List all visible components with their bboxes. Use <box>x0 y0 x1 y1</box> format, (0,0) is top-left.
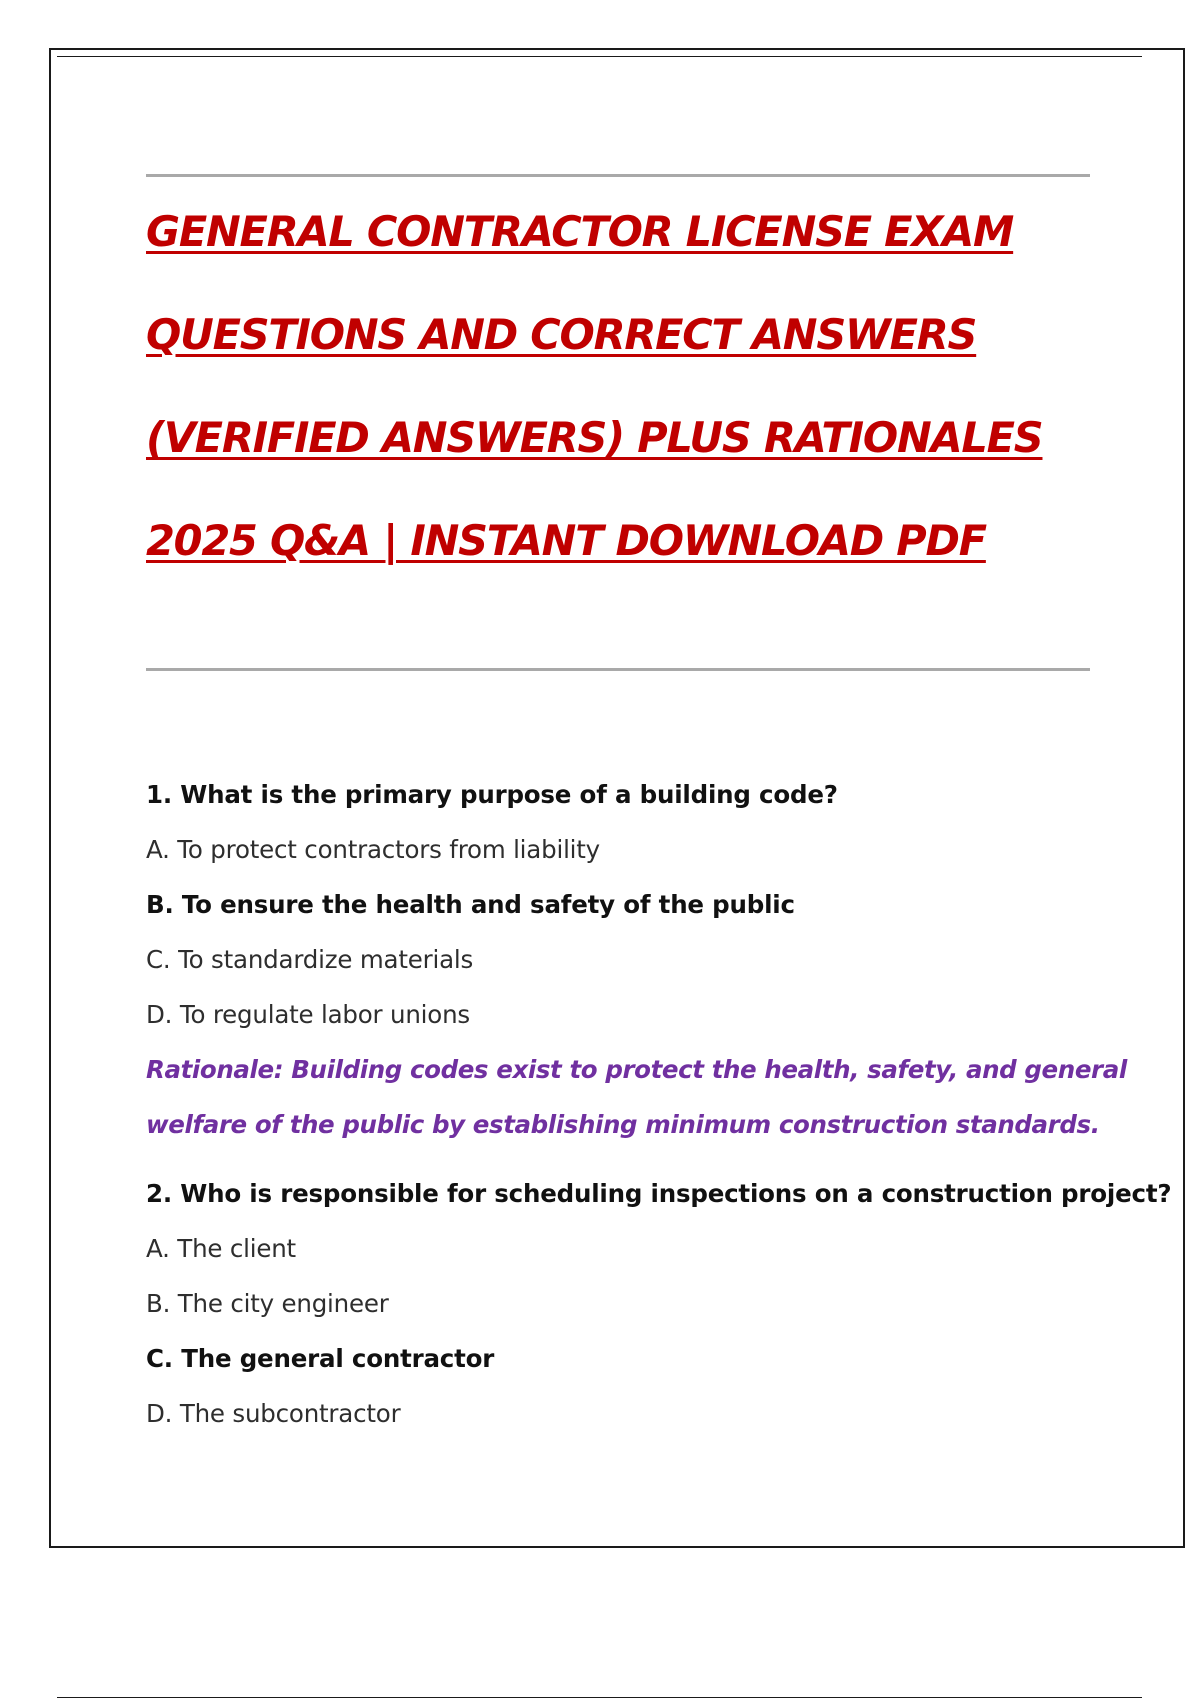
rationale <box>146 1042 1146 1152</box>
title-line-4: 2025 Q&A | INSTANT DOWNLOAD PDF <box>146 516 986 565</box>
title-top-rule <box>146 174 1090 177</box>
answer-option-d: D. To regulate labor unions <box>146 1000 470 1029</box>
answer-option-b-correct: B. To ensure the health and safety of the public <box>146 890 795 919</box>
question-text: 1. What is the primary purpose of a building code? <box>146 780 838 809</box>
rationale-line-1: Rationale: Building codes exist to protect the health, safety, and general <box>146 1055 1127 1084</box>
answer-option-a: A. The client <box>146 1234 296 1263</box>
title-line-2: QUESTIONS AND CORRECT ANSWERS <box>146 310 977 359</box>
document-title <box>146 206 1156 618</box>
question-2 <box>146 1166 1172 1441</box>
questions-section <box>146 767 1172 1441</box>
question-text: 2. Who is responsible for scheduling inspections on a construction project? <box>146 1179 1172 1208</box>
answer-option-c-correct: C. The general contractor <box>146 1344 495 1373</box>
title-line-1: GENERAL CONTRACTOR LICENSE EXAM <box>146 207 1014 256</box>
next-page-top-line <box>57 1697 1142 1698</box>
answer-option-b: B. The city engineer <box>146 1289 389 1318</box>
frame-top-line <box>57 56 1142 57</box>
title-bottom-rule <box>146 668 1090 671</box>
answer-option-c: C. To standardize materials <box>146 945 474 974</box>
question-1 <box>146 767 1146 1152</box>
title-line-3: (VERIFIED ANSWERS) PLUS RATIONALES <box>146 413 1043 462</box>
answer-option-d: D. The subcontractor <box>146 1399 401 1428</box>
rationale-line-2: welfare of the public by establishing minimum construction standards. <box>146 1110 1100 1139</box>
answer-option-a: A. To protect contractors from liability <box>146 835 600 864</box>
